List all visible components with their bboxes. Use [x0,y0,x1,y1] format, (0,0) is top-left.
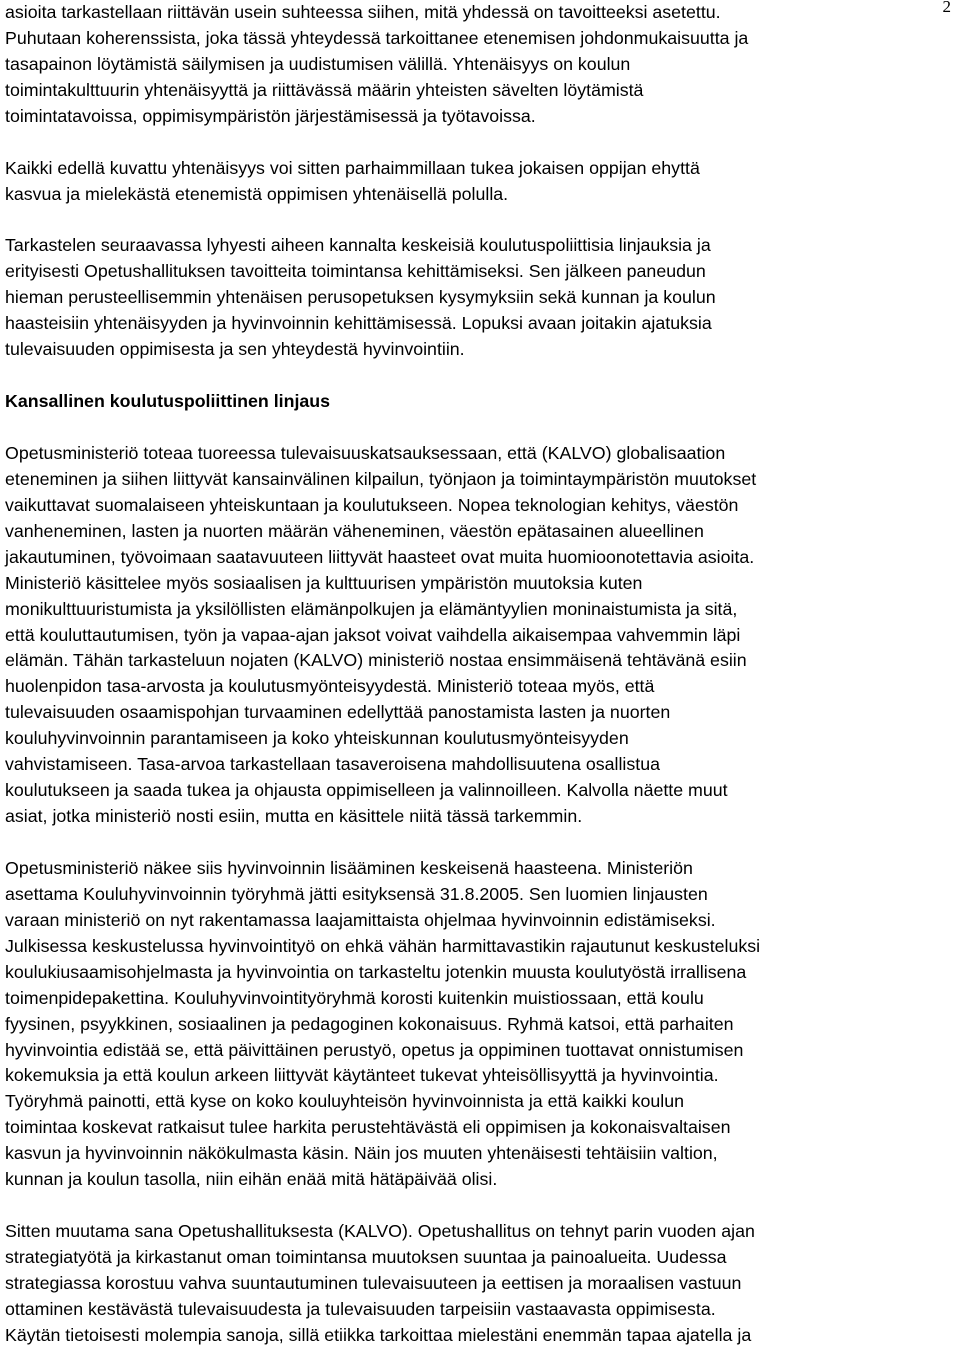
paragraph-spacer [5,130,955,156]
text-line: kasvun ja hyvinvoinnin näkökulmasta käsin. Näin jos muuten yhtenäisesti tehtäisiin valtion, [5,1143,718,1164]
text-line: strategiatyötä ja kirkastanut oman toimintansa muutoksen suuntaa ja painoalueita. Uudessa [5,1247,727,1267]
document-page [5,0,955,1349]
text-line: vanheneminen, lasten ja nuorten määrän väheneminen, väestön epätasainen alueellinen [5,520,704,541]
text-line: toimintatavoissa, oppimisympäristön järjestämisessä ja työtavoissa. [5,105,536,126]
paragraph [5,233,955,363]
text-line: asioita tarkastellaan riittävän usein suhteessa siihen, mitä yhdessä on tavoitteeksi asetettu. [5,2,721,22]
text-line: toimintakulttuurin yhtenäisyyttä ja riittävässä määrin yhteisten sävelten löytämistä [5,79,644,100]
text-line: tasapainon löytämistä säilymisen ja uudistumisen välillä. Yhtenäisyys on koulun [5,53,631,74]
text-line: Sitten muutama sana Opetushallituksesta (KALVO). Opetushallitus on tehnyt parin vuoden ajan [5,1221,755,1242]
text-line: kasvua ja mielekästä etenemistä oppimisen yhtenäisellä polulla. [5,183,509,204]
page-number: 2 [942,0,951,16]
text-line: jakautuminen, työvoimaan saatavuuteen liittyvät haasteet ovat muita huomioonotettavia asioita. [5,546,755,567]
text-line: toimintaa koskevat ratkaisut tulee harkita perustehtävästä eli oppimisen ja kokonaisvaltaisen [5,1117,731,1138]
text-line: koulukiusaamisohjelmasta ja hyvinvointia on tarkasteltu jotenkin muusta koulutyöstä irrallisena [5,961,747,982]
text-line: vaikuttavat suomalaiseen yhteiskuntaan ja koulutukseen. Nopea teknologian kehitys, väestön [5,494,739,515]
text-line: erityisesti Opetushallituksen tavoitteita toimintansa kehittämiseksi. Sen jälkeen paneudun [5,261,706,282]
text-line: Julkisessa keskustelussa hyvinvointityö on ehkä vähän harmittavastikin rajautunut keskusteluksi [5,935,761,956]
text-line: Opetusministeriö näkee siis hyvinvoinnin lisääminen keskeisenä haasteena. Ministeriön [5,857,693,878]
paragraph-spacer [5,830,955,856]
paragraph-spacer [5,363,955,389]
paragraph [5,0,955,130]
text-line: eteneminen ja siihen liittyvät kansainvälinen kilpailun, työnjaon ja toimintaympäristön muutokset [5,468,757,489]
text-line: asiat, jotka ministeriö nosti esiin, mutta en käsittele niitä tässä tarkemmin. [5,806,583,827]
paragraph [5,441,955,830]
text-line: elämän. Tähän tarkasteluun nojaten (KALVO) ministeriö nostaa ensimmäisenä tehtävänä esiin [5,650,747,671]
text-line: että kouluttautumisen, työn ja vapaa-ajan jaksot voivat vaihdella aikaisempaa vahvemmin läpi [5,624,741,645]
text-line: huolenpidon tasa-arvosta ja koulutusmyönteisyydestä. Ministeriö toteaa myös, että [5,676,655,697]
text-line: strategiassa korostuu vahva suuntautuminen tulevaisuuteen ja eettisen ja moraalisen vastuun [5,1272,742,1293]
text-line: Kansallinen koulutuspoliittinen linjaus [5,391,331,412]
text-line: ottaminen kestävästä tulevaisuudesta ja tulevaisuuden tarpeisiin vastaavasta oppimisesta. [5,1298,716,1319]
text-line: Kaikki edellä kuvattu yhtenäisyys voi sitten parhaimmillaan tukea jokaisen oppijan ehyttä [5,157,700,178]
text-line: Ministeriö käsittelee myös sosiaalisen ja kulttuurisen ympäristön muutoksia kuten [5,572,643,593]
text-line: kunnan ja koulun tasolla, niin eihän enää mitä hätäpäivää olisi. [5,1169,498,1190]
section-heading [5,389,955,415]
text-line: monikulttuuristumista ja yksilöllisten elämänpolkujen ja elämäntyylien moninaistumista ja sitä, [5,598,738,619]
text-line: tulevaisuuden osaamispohjan turvaaminen edellyttää panostamista lasten ja nuorten [5,702,671,723]
text-line: toimenpidepakettina. Kouluhyvinvointityöryhmä korosti kuitenkin muistiossaan, että koulu [5,987,704,1008]
text-line: Työryhmä painotti, että kyse on koko kouluyhteisön hyvinvoinnista ja että kaikki koulun [5,1091,685,1112]
document-body [5,0,955,1349]
text-line: kouluhyvinvoinnin parantamiseen ja koko yhteiskunnan koulutusmyönteisyyden [5,728,629,749]
paragraph [5,1219,955,1349]
text-line: vahvistamiseen. Tasa-arvoa tarkastellaan tasaveroisena mahdollisuutena osallistua [5,754,660,775]
text-line: Puhutaan koherenssista, joka tässä yhteydessä tarkoittanee etenemisen johdonmukaisuutta ja [5,27,749,48]
paragraph-spacer [5,208,955,234]
text-line: hieman perusteellisemmin yhtenäisen perusopetuksen kysymyksiin sekä kunnan ja koulun [5,287,716,308]
text-line: asettama Kouluhyvinvoinnin työryhmä jätti esityksensä 31.8.2005. Sen luomien linjausten [5,883,708,904]
text-line: hyvinvointia edistää se, että päivittäinen perustyö, opetus ja oppiminen tuottavat onnistumisen [5,1039,744,1060]
paragraph-spacer [5,1193,955,1219]
text-line: fyysinen, psyykkinen, sosiaalinen ja pedagoginen kokonaisuus. Ryhmä katsoi, että parhaiten [5,1013,734,1034]
text-line: varaan ministeriö on nyt rakentamassa laajamittaista ohjelmaa hyvinvoinnin edistämiseksi. [5,909,716,930]
text-line: kokemuksia ja että koulun arkeen liittyvät käytänteet tukevat yhteisöllisyyttä ja hyvinvointia. [5,1065,719,1086]
paragraph [5,856,955,1193]
text-line: Käytän tietoisesti molempia sanoja, sillä etiikka tarkoittaa mielestäni enemmän tapaa ajatella ja [5,1324,752,1345]
text-line: Opetusministeriö toteaa tuoreessa tulevaisuuskatsauksessaan, että (KALVO) globalisaation [5,442,726,463]
paragraph [5,156,955,208]
text-line: Tarkastelen seuraavassa lyhyesti aiheen kannalta keskeisiä koulutuspoliittisia linjauksia ja [5,235,711,256]
text-line: haasteisiin yhtenäisyyden ja hyvinvoinnin kehittämisessä. Lopuksi avaan joitakin ajatuksia [5,313,712,334]
paragraph-spacer [5,415,955,441]
text-line: tulevaisuuden oppimisesta ja sen yhteydestä hyvinvointiin. [5,339,465,360]
text-line: koulutukseen ja saada tukea ja ohjausta oppimiselleen ja valinnoilleen. Kalvolla näette muut [5,780,728,801]
